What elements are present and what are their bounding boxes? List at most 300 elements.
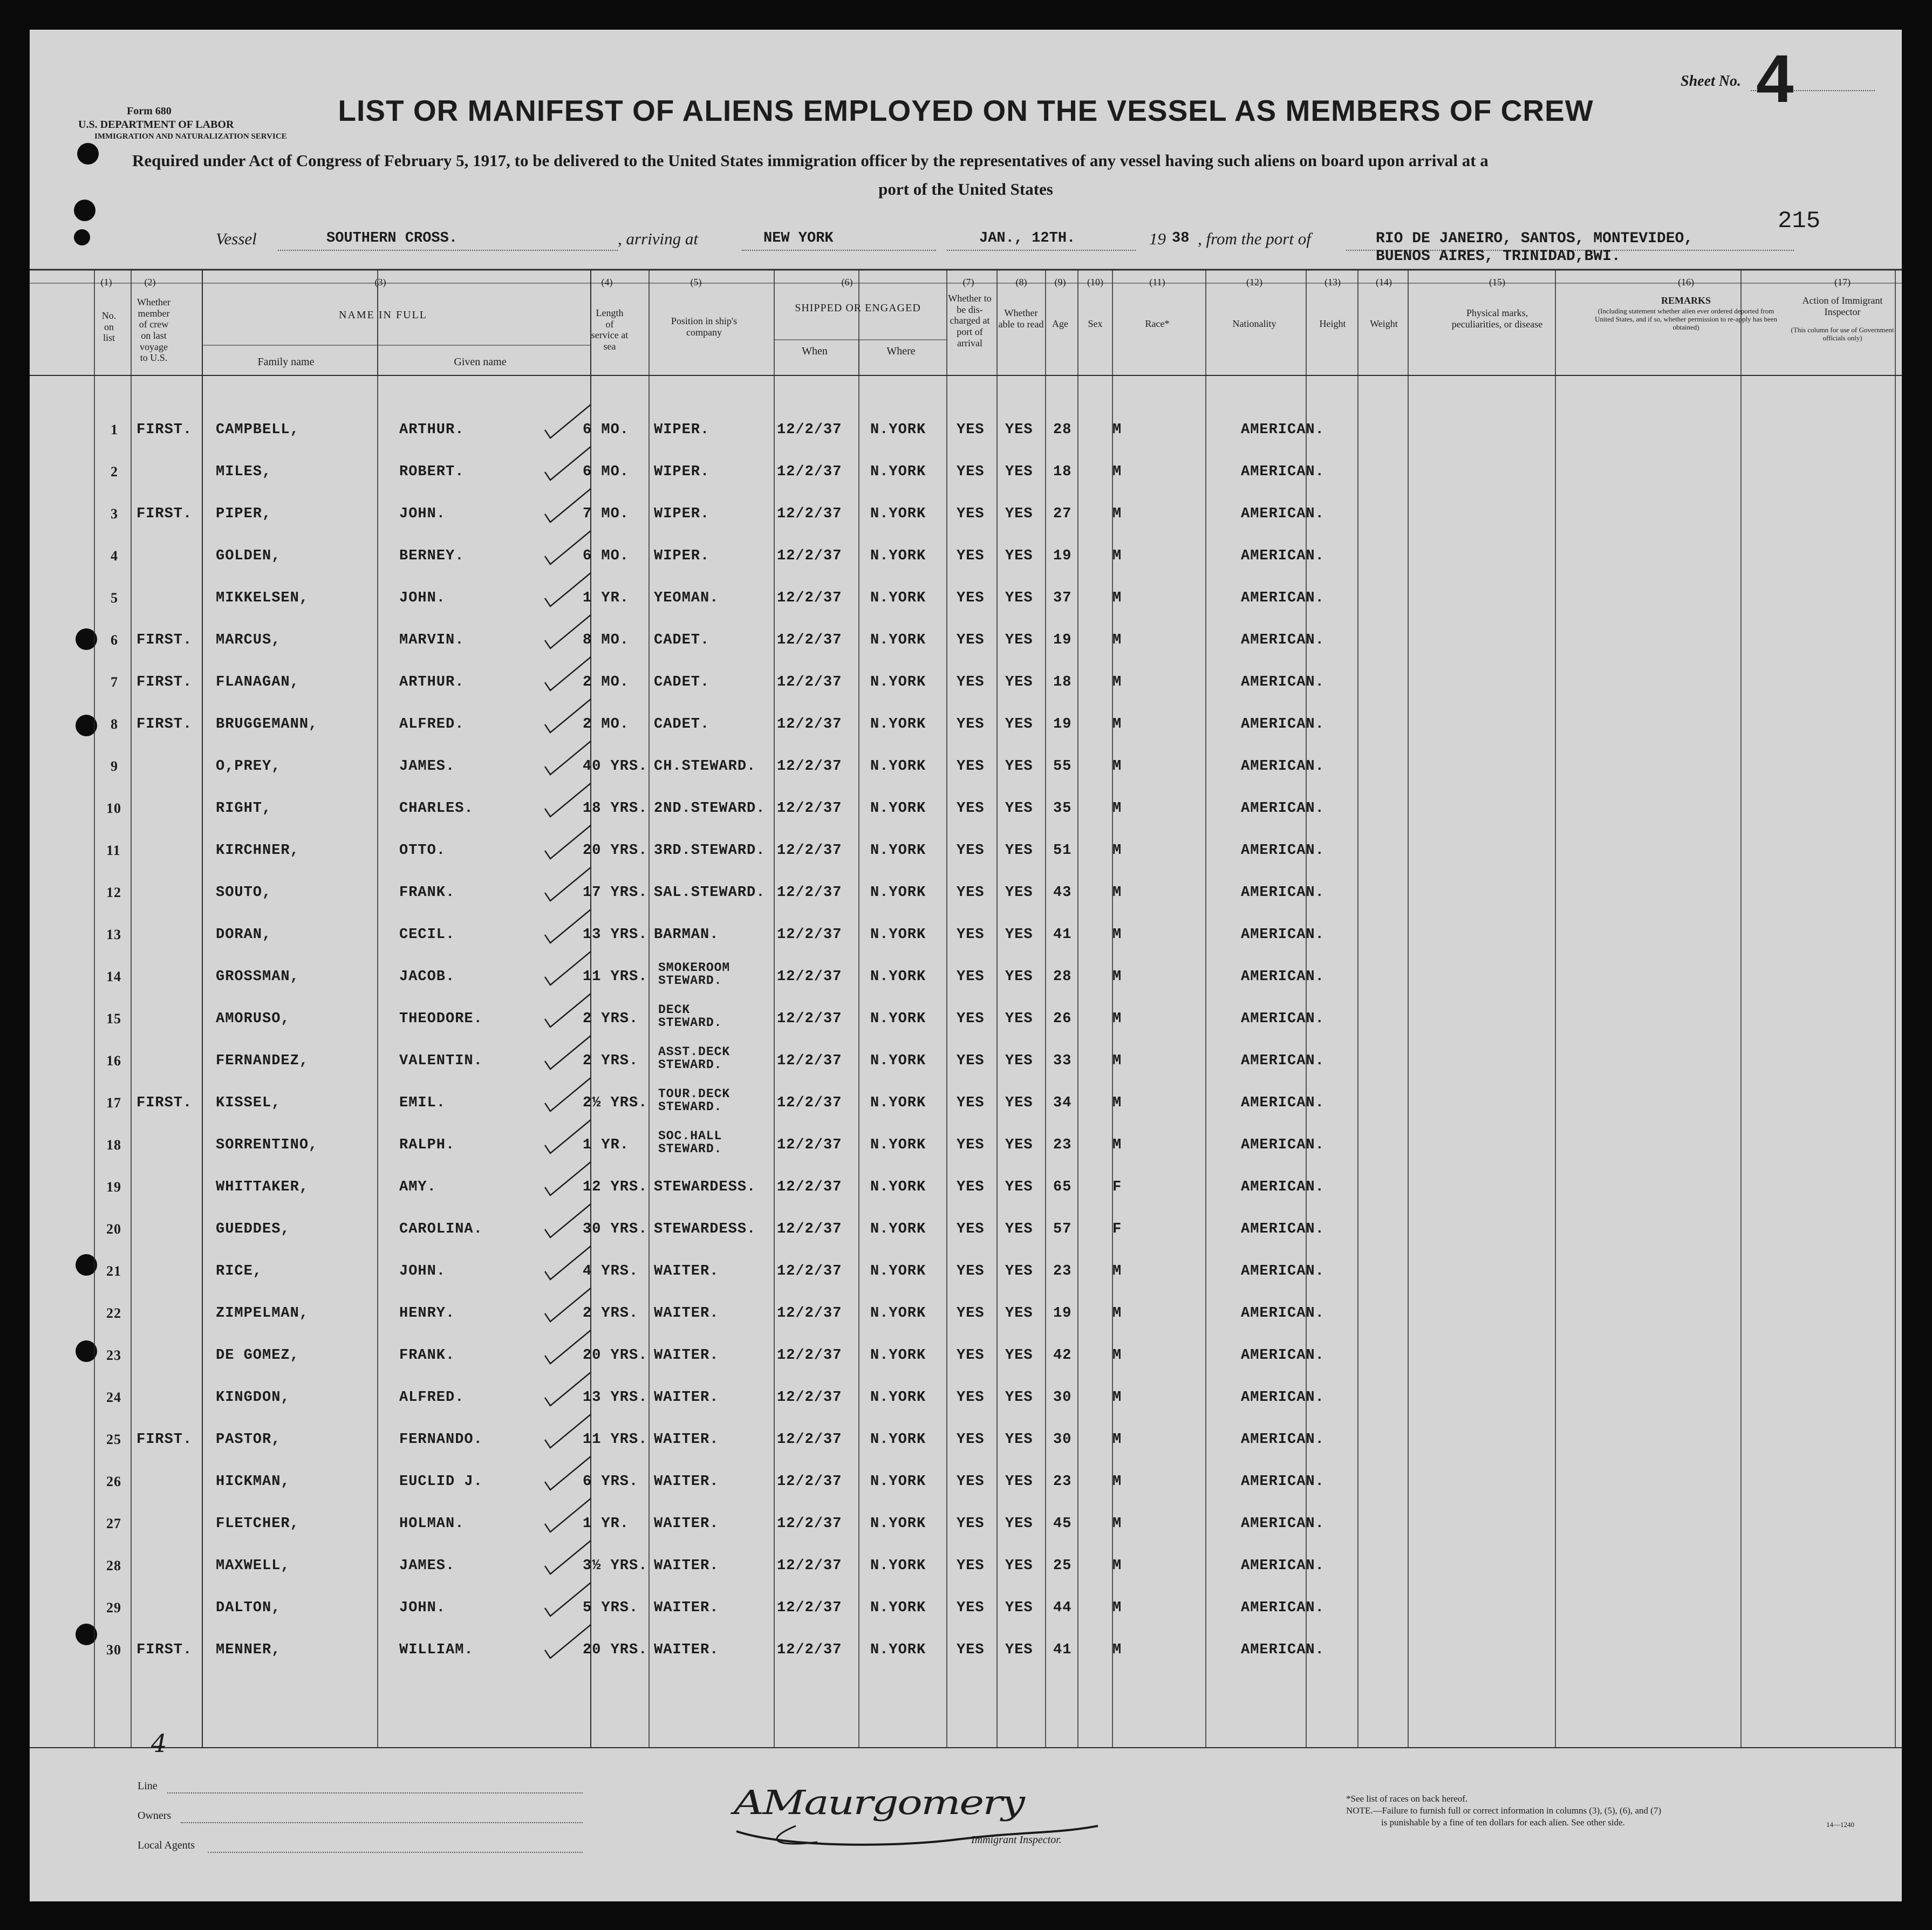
family-name: KISSEL, [216, 1095, 281, 1111]
age: 35 [1053, 800, 1072, 817]
col3-number: (3) [374, 277, 386, 288]
sex: M [1112, 590, 1122, 606]
col10-header: Sex [1088, 318, 1103, 329]
service-length: 30 YRS. [583, 1221, 648, 1237]
col11-header: Race* [1145, 318, 1170, 329]
check-mark-icon [540, 1452, 599, 1495]
shipped-when: 12/2/37 [777, 506, 842, 522]
vessel-name: SOUTHERN CROSS. [326, 230, 458, 247]
discharged-at-arrival: YES [957, 632, 985, 648]
sex: M [1112, 1347, 1122, 1364]
discharged-at-arrival: YES [957, 548, 985, 564]
col12-header: Nationality [1232, 318, 1276, 329]
nationality: AMERICAN. [1241, 1137, 1325, 1153]
manifest-sheet [30, 30, 1902, 1901]
departure-ports-continued: BUENOS AIRES, TRINIDAD,BWI. [1376, 248, 1621, 265]
previous-voyage: FIRST. [136, 506, 193, 522]
row-number: 6 [111, 632, 118, 648]
sex: M [1112, 1053, 1122, 1069]
nationality: AMERICAN. [1241, 1011, 1325, 1027]
nationality: AMERICAN. [1241, 1263, 1325, 1279]
shipped-when: 12/2/37 [777, 1432, 842, 1448]
family-name: FERNANDEZ, [216, 1053, 309, 1069]
row-number: 1 [111, 422, 118, 437]
able-to-read: YES [1005, 969, 1033, 985]
service-length: 17 YRS. [583, 885, 648, 901]
col14-number: (14) [1376, 277, 1392, 288]
position: CH.STEWARD. [654, 758, 756, 775]
able-to-read: YES [1005, 590, 1033, 606]
check-mark-icon [540, 1368, 599, 1411]
given-name: HENRY. [399, 1305, 455, 1322]
service-length: 5 YRS. [583, 1600, 639, 1616]
age: 19 [1053, 548, 1072, 564]
col10-number: (10) [1087, 277, 1103, 288]
shipped-when: 12/2/37 [777, 1390, 842, 1406]
given-name: CHARLES. [399, 800, 474, 817]
position: WAITER. [654, 1642, 719, 1658]
able-to-read: YES [1005, 885, 1033, 901]
check-mark-icon [540, 400, 599, 443]
age: 57 [1053, 1221, 1072, 1237]
col6-where-header: Where [886, 345, 916, 357]
family-name: MARCUS, [216, 632, 281, 648]
given-name: RALPH. [399, 1137, 455, 1153]
col11-number: (11) [1149, 277, 1165, 288]
shipped-where: N.YORK [870, 800, 926, 817]
discharged-at-arrival: YES [957, 464, 985, 480]
from-port-label: , from the port of [1198, 229, 1311, 248]
given-name: FRANK. [399, 885, 455, 901]
age: 26 [1053, 1011, 1072, 1027]
check-mark-icon [540, 1620, 599, 1664]
able-to-read: YES [1005, 1642, 1033, 1658]
shipped-when: 12/2/37 [777, 1137, 842, 1153]
check-mark-icon [540, 905, 599, 948]
discharged-at-arrival: YES [957, 885, 985, 901]
sex: M [1112, 1558, 1122, 1574]
nationality: AMERICAN. [1241, 464, 1325, 480]
given-name: MARVIN. [399, 632, 465, 648]
nationality: AMERICAN. [1241, 1305, 1325, 1322]
row-number: 27 [106, 1516, 121, 1531]
family-name: CAMPBELL, [216, 422, 299, 438]
position: WAITER. [654, 1600, 719, 1616]
able-to-read: YES [1005, 506, 1033, 522]
row-number: 16 [106, 1053, 121, 1069]
nationality: AMERICAN. [1241, 1642, 1325, 1658]
shipped-when: 12/2/37 [777, 1179, 842, 1195]
check-mark-icon [540, 1494, 599, 1537]
age: 28 [1053, 422, 1072, 438]
check-mark-icon [540, 442, 599, 485]
race-note: *See list of races on back hereof. [1346, 1794, 1468, 1804]
given-name: JAMES. [399, 758, 455, 775]
able-to-read: YES [1005, 843, 1033, 859]
position: WAITER. [654, 1390, 719, 1406]
family-name: WHITTAKER, [216, 1179, 309, 1195]
able-to-read: YES [1005, 1053, 1033, 1069]
discharged-at-arrival: YES [957, 590, 985, 606]
discharged-at-arrival: YES [957, 1053, 985, 1069]
age: 42 [1053, 1347, 1072, 1364]
nationality: AMERICAN. [1241, 1347, 1325, 1364]
nationality: AMERICAN. [1241, 1095, 1325, 1111]
row-number: 15 [106, 1011, 121, 1026]
age: 18 [1053, 464, 1072, 480]
position: ASST.DECK [658, 1045, 731, 1059]
row-number: 21 [106, 1263, 121, 1279]
line-field [167, 1792, 583, 1794]
shipped-when: 12/2/37 [777, 1516, 842, 1532]
service-length: 3½ YRS. [583, 1558, 648, 1574]
nationality: AMERICAN. [1241, 843, 1325, 859]
check-mark-icon [540, 695, 599, 738]
discharged-at-arrival: YES [957, 1558, 985, 1574]
row-number: 20 [106, 1221, 121, 1237]
service-length: 1 YR. [583, 590, 630, 606]
col6-header: SHIPPED OR ENGAGED [795, 302, 921, 314]
discharged-at-arrival: YES [957, 1221, 985, 1237]
discharged-at-arrival: YES [957, 969, 985, 985]
check-mark-icon [540, 737, 599, 780]
service-length: 2 YRS. [583, 1053, 639, 1069]
col16-header: REMARKS [1661, 295, 1711, 306]
col2-number: (2) [144, 277, 156, 288]
row-number: 13 [106, 927, 121, 942]
shipped-when: 12/2/37 [777, 1600, 842, 1616]
position: WIPER. [654, 548, 710, 564]
discharged-at-arrival: YES [957, 927, 985, 943]
service-length: 2½ YRS. [583, 1095, 648, 1111]
service-length: 2 YRS. [583, 1011, 639, 1027]
given-name: JACOB. [399, 969, 455, 985]
previous-voyage: FIRST. [136, 1432, 193, 1448]
check-mark-icon [540, 1326, 599, 1369]
shipped-when: 12/2/37 [777, 758, 842, 775]
sex: M [1112, 885, 1122, 901]
position: DECK [658, 1003, 691, 1017]
discharged-at-arrival: YES [957, 1179, 985, 1195]
service-length: 2 MO. [583, 716, 630, 733]
given-name: ARTHUR. [399, 674, 465, 690]
position-continued: STEWARD. [658, 1058, 722, 1072]
given-name: ROBERT. [399, 464, 465, 480]
col17-number: (17) [1834, 277, 1851, 288]
col9-header: Age [1052, 318, 1068, 329]
shipped-where: N.YORK [870, 1516, 926, 1532]
shipped-where: N.YORK [870, 506, 926, 522]
sex: M [1112, 927, 1122, 943]
family-name: HICKMAN, [216, 1474, 290, 1490]
age: 55 [1053, 758, 1072, 775]
col8-header: Whether able to read [998, 307, 1044, 330]
family-name: GOLDEN, [216, 548, 281, 564]
given-name: AMY. [399, 1179, 436, 1195]
family-name: AMORUSO, [216, 1011, 290, 1027]
able-to-read: YES [1005, 464, 1033, 480]
shipped-when: 12/2/37 [777, 1642, 842, 1658]
position-continued: STEWARD. [658, 974, 722, 988]
given-name: JOHN. [399, 506, 446, 522]
shipped-when: 12/2/37 [777, 1474, 842, 1490]
check-mark-icon [540, 1242, 599, 1285]
family-name: KIRCHNER, [216, 843, 299, 859]
shipped-when: 12/2/37 [777, 1053, 842, 1069]
shipped-where: N.YORK [870, 758, 926, 775]
position: WAITER. [654, 1432, 719, 1448]
nationality: AMERICAN. [1241, 1221, 1325, 1237]
service-length: 1 YR. [583, 1516, 630, 1532]
sex: M [1112, 632, 1122, 648]
shipped-when: 12/2/37 [777, 1011, 842, 1027]
family-name: MILES, [216, 464, 272, 480]
check-mark-icon [540, 1578, 599, 1621]
able-to-read: YES [1005, 1305, 1033, 1322]
previous-voyage: FIRST. [136, 632, 193, 648]
able-to-read: YES [1005, 1516, 1033, 1532]
able-to-read: YES [1005, 422, 1033, 438]
discharged-at-arrival: YES [957, 506, 985, 522]
able-to-read: YES [1005, 1179, 1033, 1195]
able-to-read: YES [1005, 1600, 1033, 1616]
discharged-at-arrival: YES [957, 800, 985, 817]
sex: F [1112, 1221, 1122, 1237]
col16-note: (Including statement whether alien ever ordered deported from United States, and if so, whether permission to re-apply has been obtained) [1595, 307, 1777, 331]
position: WIPER. [654, 506, 710, 522]
row-number: 29 [106, 1600, 121, 1616]
col2-header: Whether member of crew on last voyage to U.S. [137, 297, 170, 364]
page-title: LIST OR MANIFEST OF ALIENS EMPLOYED ON THE VESSEL AS MEMBERS OF CREW [338, 94, 1594, 127]
shipped-where: N.YORK [870, 1179, 926, 1195]
col16-number: (16) [1678, 277, 1694, 288]
row-number: 23 [106, 1347, 121, 1363]
age: 23 [1053, 1263, 1072, 1279]
discharged-at-arrival: YES [957, 1432, 985, 1448]
service-length: 11 YRS. [583, 1432, 648, 1448]
shipped-when: 12/2/37 [777, 1221, 842, 1237]
row-number: 17 [106, 1095, 121, 1111]
service-length: 6 MO. [583, 548, 630, 564]
family-name: DE GOMEZ, [216, 1347, 299, 1364]
age: 51 [1053, 843, 1072, 859]
shipped-where: N.YORK [870, 716, 926, 733]
able-to-read: YES [1005, 1347, 1033, 1364]
sex: M [1112, 1011, 1122, 1027]
row-number: 28 [106, 1558, 121, 1573]
shipped-where: N.YORK [870, 1474, 926, 1490]
arrival-year: 38 [1172, 230, 1190, 247]
signature-flourish [731, 1810, 1109, 1853]
service-length: 1 YR. [583, 1137, 630, 1153]
family-name: SOUTO, [216, 885, 272, 901]
family-name: MIKKELSEN, [216, 590, 309, 606]
nationality: AMERICAN. [1241, 969, 1325, 985]
family-name: PASTOR, [216, 1432, 281, 1448]
family-name: BRUGGEMANN, [216, 716, 318, 733]
family-name: O,PREY, [216, 758, 281, 775]
shipped-where: N.YORK [870, 1053, 926, 1069]
year-prefix: 19 [1149, 229, 1166, 248]
able-to-read: YES [1005, 927, 1033, 943]
shipped-when: 12/2/37 [777, 969, 842, 985]
able-to-read: YES [1005, 548, 1033, 564]
sex: M [1112, 1263, 1122, 1279]
shipped-where: N.YORK [870, 1263, 926, 1279]
shipped-when: 12/2/37 [777, 632, 842, 648]
page-number: 215 [1778, 208, 1821, 235]
age: 30 [1053, 1390, 1072, 1406]
service-length: 4 YRS. [583, 1263, 639, 1279]
age: 37 [1053, 590, 1072, 606]
sex: M [1112, 1305, 1122, 1322]
age: 30 [1053, 1432, 1072, 1448]
family-name: KINGDON, [216, 1390, 290, 1406]
col12-number: (12) [1246, 277, 1262, 288]
nationality: AMERICAN. [1241, 422, 1325, 438]
shipped-where: N.YORK [870, 632, 926, 648]
service-length: 11 YRS. [583, 969, 648, 985]
discharged-at-arrival: YES [957, 1347, 985, 1364]
family-name: FLETCHER, [216, 1516, 299, 1532]
form-number: Form 680 [127, 105, 172, 117]
family-name: RIGHT, [216, 800, 272, 817]
service-length: 40 YRS. [583, 758, 648, 775]
sex: M [1112, 1137, 1122, 1153]
page-subtitle-continued: port of the United States [878, 180, 1053, 199]
col13-header: Height [1319, 318, 1346, 329]
sex: M [1112, 422, 1122, 438]
sex: M [1112, 1600, 1122, 1616]
owners-field [181, 1822, 583, 1823]
sex: M [1112, 1516, 1122, 1532]
discharged-at-arrival: YES [957, 1474, 985, 1490]
position: WIPER. [654, 422, 710, 438]
check-mark-icon [540, 1115, 599, 1159]
nationality: AMERICAN. [1241, 927, 1325, 943]
discharged-at-arrival: YES [957, 1011, 985, 1027]
check-mark-icon [540, 947, 599, 990]
position: SMOKEROOM [658, 961, 731, 975]
shipped-when: 12/2/37 [777, 800, 842, 817]
sex: M [1112, 758, 1122, 775]
sex: M [1112, 843, 1122, 859]
able-to-read: YES [1005, 1095, 1033, 1111]
sheet-number: 4 [1756, 42, 1794, 117]
able-to-read: YES [1005, 716, 1033, 733]
service-length: 13 YRS. [583, 927, 648, 943]
service-length: 20 YRS. [583, 1642, 648, 1658]
shipped-where: N.YORK [870, 1347, 926, 1364]
shipped-where: N.YORK [870, 1432, 926, 1448]
able-to-read: YES [1005, 632, 1033, 648]
col15-header: Physical marks, peculiarities, or disease [1451, 307, 1543, 330]
age: 33 [1053, 1053, 1072, 1069]
given-name: CECIL. [399, 927, 455, 943]
col9-number: (9) [1054, 277, 1066, 288]
shipped-where: N.YORK [870, 548, 926, 564]
shipped-where: N.YORK [870, 674, 926, 690]
service-length: 8 MO. [583, 632, 630, 648]
service-length: 6 MO. [583, 422, 630, 438]
row-number: 10 [106, 800, 121, 816]
check-mark-icon [540, 1031, 599, 1074]
position: TOUR.DECK [658, 1087, 731, 1101]
previous-voyage: FIRST. [136, 422, 193, 438]
arriving-label: , arriving at [618, 229, 698, 248]
able-to-read: YES [1005, 1011, 1033, 1027]
check-mark-icon [540, 1536, 599, 1579]
line-label: Line [138, 1780, 158, 1792]
nationality: AMERICAN. [1241, 590, 1325, 606]
discharged-at-arrival: YES [957, 1137, 985, 1153]
able-to-read: YES [1005, 1263, 1033, 1279]
check-mark-icon [540, 484, 599, 528]
age: 27 [1053, 506, 1072, 522]
discharged-at-arrival: YES [957, 716, 985, 733]
shipped-where: N.YORK [870, 885, 926, 901]
check-mark-icon [540, 1200, 599, 1243]
position: SOC.HALL [658, 1129, 722, 1143]
position: YEOMAN. [654, 590, 719, 606]
col15-number: (15) [1489, 277, 1505, 288]
family-name: MENNER, [216, 1642, 281, 1658]
previous-voyage: FIRST. [136, 1642, 193, 1658]
age: 41 [1053, 1642, 1072, 1658]
given-name: WILLIAM. [399, 1642, 474, 1658]
form-code: 14—1240 [1826, 1821, 1854, 1829]
nationality: AMERICAN. [1241, 1474, 1325, 1490]
position-continued: STEWARD. [658, 1142, 722, 1156]
col6-number: (6) [841, 277, 853, 288]
shipped-when: 12/2/37 [777, 1263, 842, 1279]
given-name: CAROLINA. [399, 1221, 483, 1237]
row-number: 24 [106, 1390, 121, 1405]
given-name: ALFRED. [399, 716, 465, 733]
position: CADET. [654, 674, 710, 690]
age: 65 [1053, 1179, 1072, 1195]
shipped-when: 12/2/37 [777, 927, 842, 943]
check-mark-icon [540, 1284, 599, 1327]
family-name: PIPER, [216, 506, 272, 522]
able-to-read: YES [1005, 1474, 1033, 1490]
position-continued: STEWARD. [658, 1100, 722, 1114]
sex: M [1112, 1642, 1122, 1658]
shipped-when: 12/2/37 [777, 422, 842, 438]
previous-voyage: FIRST. [136, 1095, 193, 1111]
given-name: FERNANDO. [399, 1432, 483, 1448]
row-number: 4 [111, 548, 118, 564]
service-length: 12 YRS. [583, 1179, 648, 1195]
col3-family-header: Family name [257, 356, 315, 368]
col6-when-header: When [802, 345, 828, 357]
family-name: RICE, [216, 1263, 263, 1279]
given-name: FRANK. [399, 1347, 455, 1364]
given-name: JOHN. [399, 1263, 446, 1279]
col4-header: Length of service at sea [591, 307, 629, 352]
position: CADET. [654, 716, 710, 733]
sex: M [1112, 969, 1122, 985]
check-mark-icon [540, 1073, 599, 1117]
arrival-date: JAN., 12TH. [979, 230, 1076, 247]
discharged-at-arrival: YES [957, 758, 985, 775]
nationality: AMERICAN. [1241, 506, 1325, 522]
row-number: 22 [106, 1305, 121, 1321]
nationality: AMERICAN. [1241, 632, 1325, 648]
shipped-where: N.YORK [870, 1095, 926, 1111]
nationality: AMERICAN. [1241, 674, 1325, 690]
able-to-read: YES [1005, 1137, 1033, 1153]
